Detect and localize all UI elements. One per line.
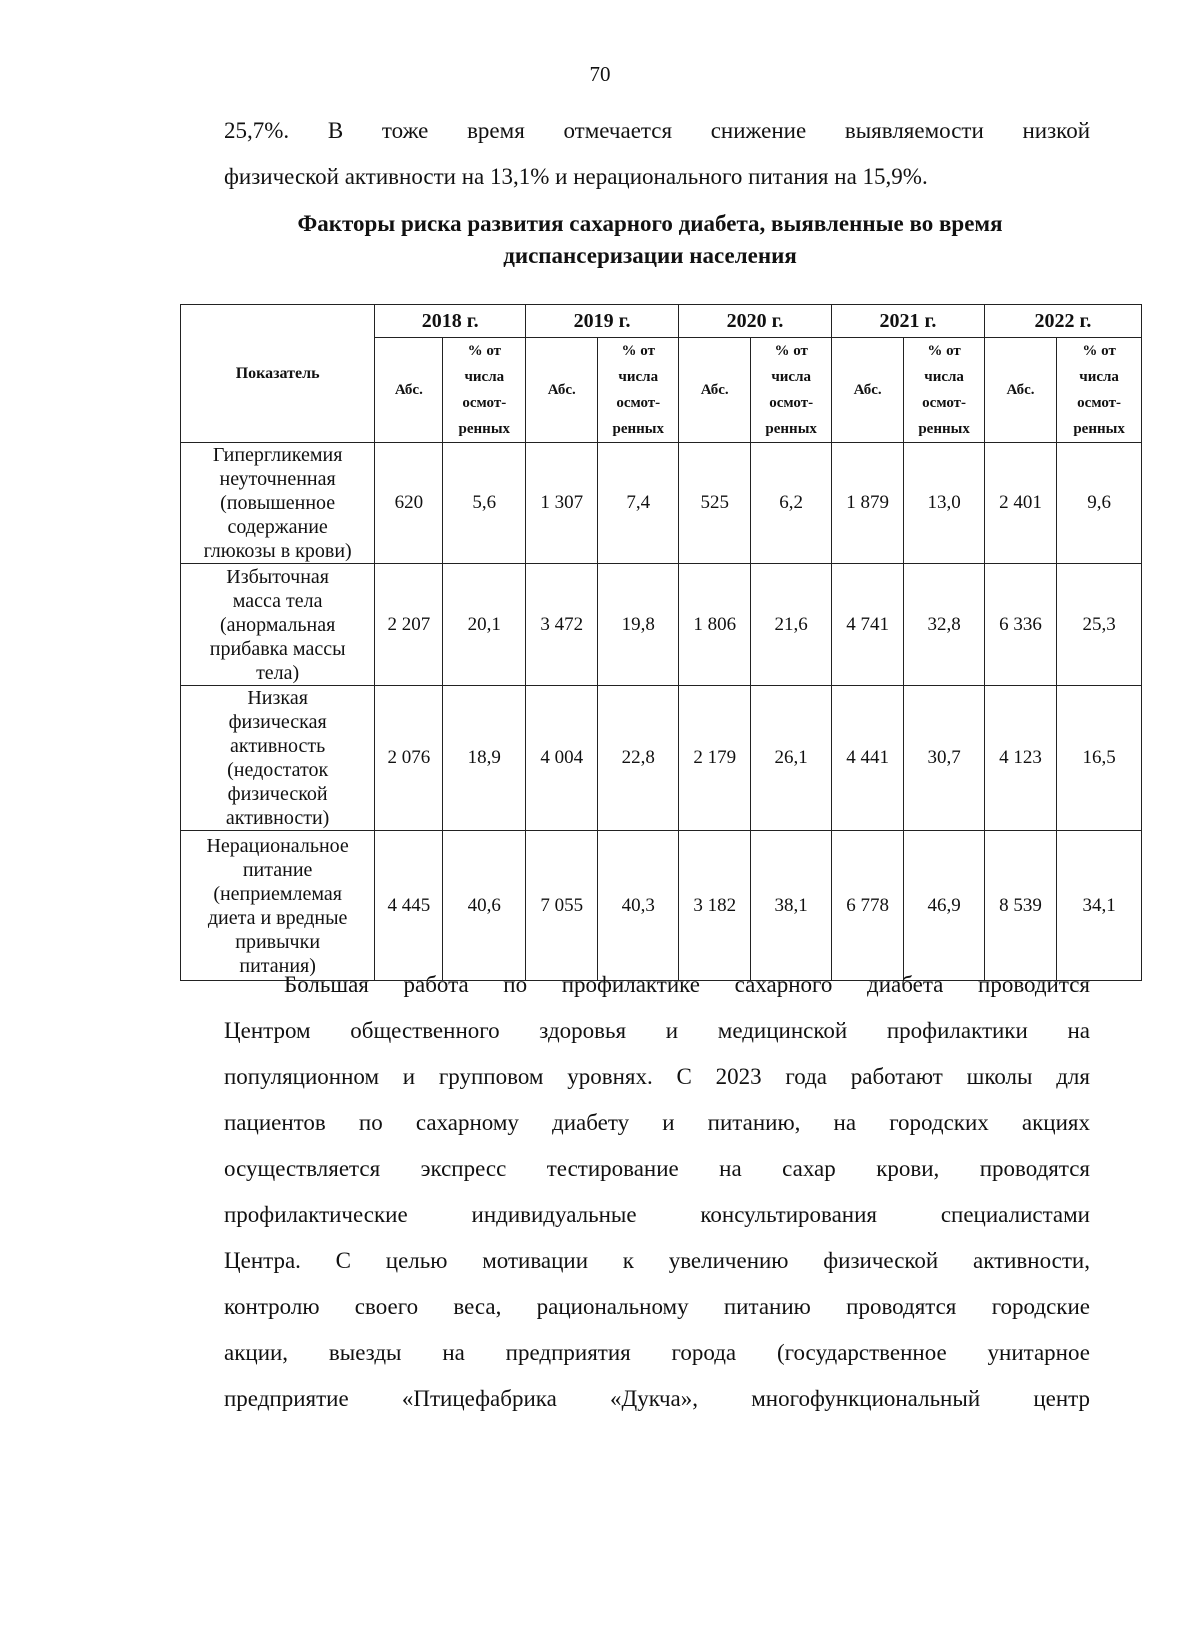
- table-title-line: диспансеризации населения: [503, 243, 797, 268]
- abs-value-cell: 1 879: [831, 443, 903, 564]
- abs-value-cell: 1 806: [679, 564, 751, 686]
- abs-value-cell: 4 445: [375, 831, 443, 981]
- percent-value-cell: 30,7: [904, 686, 985, 831]
- percent-value-cell: 34,1: [1057, 831, 1142, 981]
- percent-value-cell: 16,5: [1057, 686, 1142, 831]
- abs-subheader: Абс.: [375, 338, 443, 443]
- abs-value-cell: 2 179: [679, 686, 751, 831]
- percent-value-cell: 40,3: [598, 831, 679, 981]
- abs-value-cell: 2 401: [984, 443, 1056, 564]
- percent-subheader-line: осмот-: [1077, 395, 1122, 411]
- indicator-label-line: Нерациональное: [206, 834, 349, 857]
- percent-subheader-line: ренных: [458, 421, 511, 437]
- abs-value-cell: 4 441: [831, 686, 903, 831]
- percent-value-cell: 21,6: [751, 564, 832, 686]
- percent-subheader: [598, 338, 679, 443]
- percent-subheader-line: осмот-: [922, 395, 966, 411]
- percent-value-cell: 25,3: [1057, 564, 1142, 686]
- indicator-label-line: физическая: [228, 711, 327, 733]
- indicator-label-line: (недостаток: [227, 759, 329, 781]
- abs-value-cell: 4 741: [831, 564, 903, 686]
- indicator-label-line: диета и вредные: [207, 906, 348, 929]
- year-header: 2021 г.: [831, 305, 984, 338]
- indicator-label: [181, 564, 375, 686]
- percent-subheader-line: числа: [1079, 369, 1119, 385]
- abs-value-cell: 7 055: [526, 831, 598, 981]
- text-line: предприятие «Птицефабрика «Дукча», многофункциональный центр: [224, 1386, 1090, 1411]
- percent-value-cell: 6,2: [751, 443, 832, 564]
- percent-subheader: [1057, 338, 1142, 443]
- percent-value-cell: 38,1: [751, 831, 832, 981]
- indicator-label-line: питания): [239, 954, 316, 977]
- percent-value-cell: 18,9: [443, 686, 526, 831]
- text-line: профилактические индивидуальные консультирования специалистами: [224, 1202, 1090, 1227]
- table-title-line: Факторы риска развития сахарного диабета, выявленные во время: [297, 211, 1003, 236]
- abs-subheader: Абс.: [679, 338, 751, 443]
- intro-paragraph: [224, 108, 1090, 200]
- abs-value-cell: 8 539: [984, 831, 1056, 981]
- table-row: [181, 686, 1142, 831]
- table-row: [181, 831, 1142, 981]
- abs-value-cell: 4 123: [984, 686, 1056, 831]
- abs-value-cell: 1 307: [526, 443, 598, 564]
- text-line: контролю своего веса, рациональному питанию проводятся городские: [224, 1294, 1090, 1319]
- indicator-label: [181, 686, 375, 831]
- percent-value-cell: 46,9: [904, 831, 985, 981]
- percent-subheader-line: % от: [467, 343, 501, 359]
- indicator-header: Показатель: [181, 305, 375, 443]
- percent-subheader-line: % от: [621, 343, 655, 359]
- indicator-label: [181, 443, 375, 564]
- percent-subheader-line: % от: [774, 343, 808, 359]
- percent-value-cell: 20,1: [443, 564, 526, 686]
- year-header: 2019 г.: [526, 305, 679, 338]
- percent-subheader-line: числа: [464, 369, 505, 385]
- year-header: 2018 г.: [375, 305, 526, 338]
- percent-subheader-line: осмот-: [616, 395, 661, 411]
- text-line: популяционном и групповом уровнях. С 2023 года работают школы для: [224, 1064, 1090, 1089]
- indicator-label-line: (анормальная: [219, 613, 336, 636]
- percent-subheader-line: ренных: [612, 421, 664, 437]
- abs-value-cell: 620: [375, 443, 443, 564]
- year-header: 2022 г.: [984, 305, 1141, 338]
- percent-subheader: [751, 338, 832, 443]
- indicator-label-line: питание: [242, 858, 313, 881]
- indicator-label-line: прибавка массы: [209, 637, 346, 660]
- abs-value-cell: 2 076: [375, 686, 443, 831]
- indicator-label-line: активность: [230, 735, 326, 757]
- indicator-label-line: тела): [256, 661, 300, 684]
- indicator-label-line: неуточненная: [219, 468, 336, 490]
- body-paragraph: [224, 962, 1090, 1422]
- indicator-label-line: физической: [227, 783, 328, 805]
- percent-subheader-line: осмот-: [769, 395, 814, 411]
- text-line: пациентов по сахарному диабету и питанию, на городских акциях: [224, 1110, 1090, 1135]
- indicator-label-line: содержание: [227, 516, 328, 538]
- indicator-label-line: Низкая: [247, 687, 308, 709]
- text-line: осуществляется экспресс тестирование на сахар крови, проводятся: [224, 1156, 1090, 1181]
- percent-subheader-line: осмот-: [462, 395, 507, 411]
- text-line: Центром общественного здоровья и медицинской профилактики на: [224, 1018, 1090, 1043]
- text-line: физической активности на 13,1% и нерационального питания на 15,9%.: [224, 164, 928, 189]
- abs-value-cell: 3 472: [526, 564, 598, 686]
- percent-subheader-line: числа: [618, 369, 659, 385]
- year-header: 2020 г.: [679, 305, 832, 338]
- indicator-label-line: масса тела: [232, 589, 323, 612]
- page-number: 70: [589, 62, 611, 86]
- indicator-label-line: привычки: [235, 930, 321, 953]
- percent-subheader-line: числа: [924, 369, 964, 385]
- table-row: [181, 564, 1142, 686]
- percent-value-cell: 13,0: [904, 443, 985, 564]
- percent-value-cell: 9,6: [1057, 443, 1142, 564]
- text-line: Большая работа по профилактике сахарного диабета проводится: [284, 972, 1090, 997]
- percent-value-cell: 26,1: [751, 686, 832, 831]
- percent-subheader-line: числа: [771, 369, 811, 385]
- percent-subheader-line: ренных: [1073, 421, 1125, 437]
- indicator-label: [181, 831, 375, 981]
- text-line: Центра. С целью мотивации к увеличению физической активности,: [224, 1248, 1090, 1273]
- indicator-label-line: активности): [225, 807, 330, 829]
- text-line: акции, выезды на предприятия города (государственное унитарное: [224, 1340, 1090, 1365]
- percent-value-cell: 7,4: [598, 443, 679, 564]
- abs-value-cell: 6 778: [831, 831, 903, 981]
- percent-value-cell: 19,8: [598, 564, 679, 686]
- text-line: 25,7%. В тоже время отмечается снижение выявляемости низкой: [224, 118, 1090, 143]
- abs-value-cell: 3 182: [679, 831, 751, 981]
- percent-subheader: [904, 338, 985, 443]
- percent-value-cell: 22,8: [598, 686, 679, 831]
- table-row: [181, 443, 1142, 564]
- table-title: [200, 208, 1100, 272]
- risk-factors-table: [180, 304, 1142, 981]
- percent-subheader-line: % от: [927, 343, 961, 359]
- indicator-label-line: Гипергликемия: [212, 444, 343, 466]
- indicator-label-line: (повышенное: [220, 492, 336, 514]
- abs-value-cell: 2 207: [375, 564, 443, 686]
- percent-subheader-line: % от: [1082, 343, 1116, 359]
- percent-subheader-line: ренных: [918, 421, 970, 437]
- abs-subheader: Абс.: [984, 338, 1056, 443]
- abs-subheader: Абс.: [526, 338, 598, 443]
- percent-value-cell: 32,8: [904, 564, 985, 686]
- percent-subheader: [443, 338, 526, 443]
- percent-value-cell: 5,6: [443, 443, 526, 564]
- abs-value-cell: 4 004: [526, 686, 598, 831]
- abs-value-cell: 6 336: [984, 564, 1056, 686]
- indicator-label-line: Избыточная: [226, 565, 330, 588]
- indicator-label-line: (неприемлемая: [213, 882, 342, 905]
- indicator-label-line: глюкозы в крови): [203, 540, 352, 562]
- percent-subheader-line: ренных: [765, 421, 817, 437]
- percent-value-cell: 40,6: [443, 831, 526, 981]
- abs-subheader: Абс.: [831, 338, 903, 443]
- abs-value-cell: 525: [679, 443, 751, 564]
